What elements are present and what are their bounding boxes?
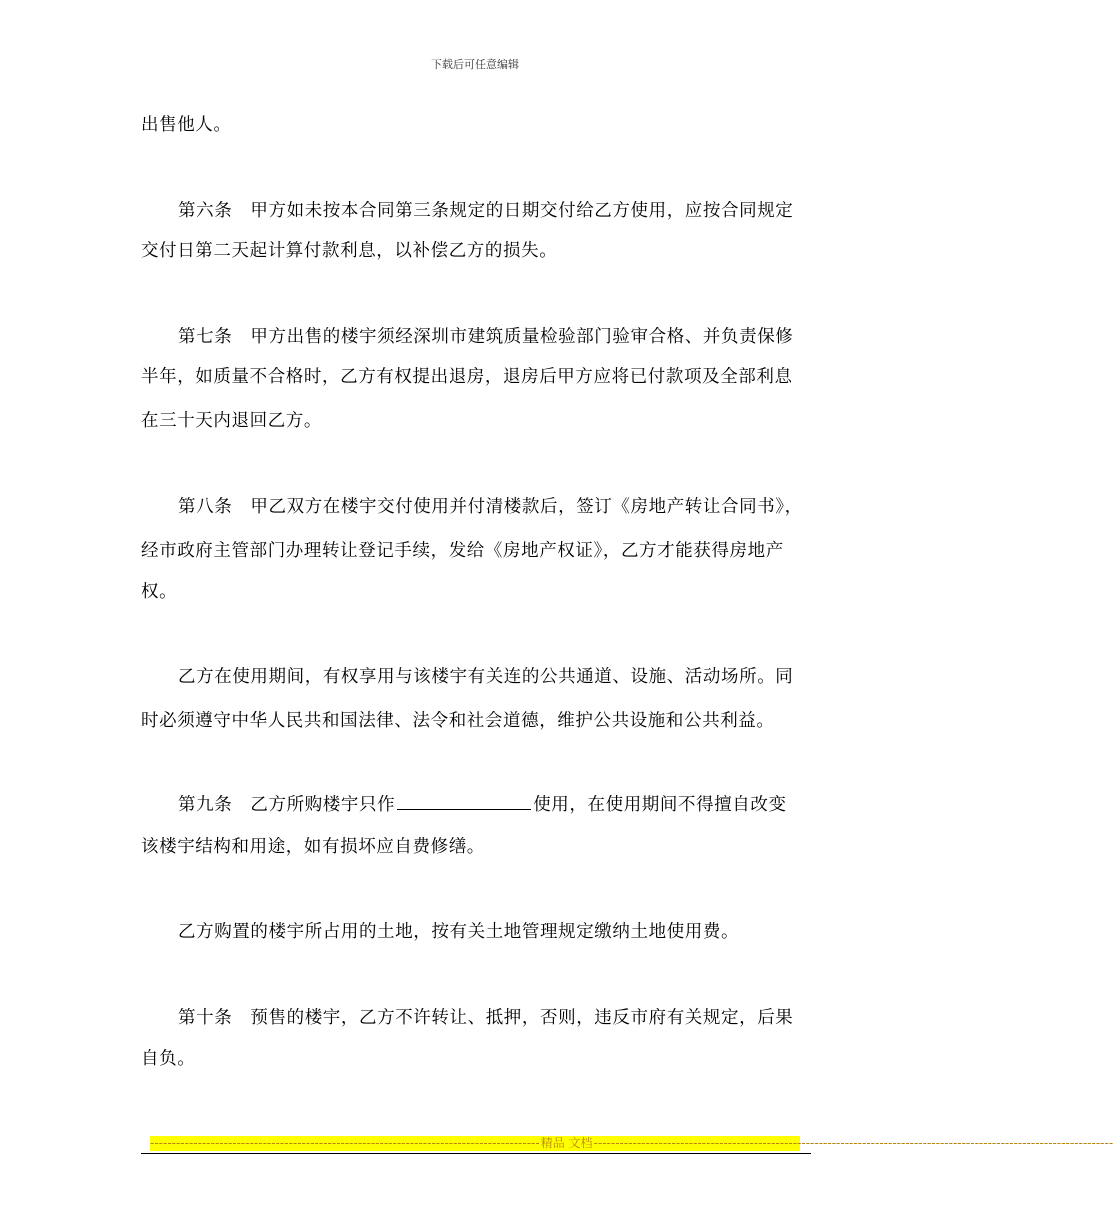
article-7-line-1: 第七条 甲方出售的楼宇须经深圳市建筑质量检验部门验审合格、并负责保修	[178, 327, 794, 347]
usage-paragraph-line-1: 乙方在使用期间，有权享用与该楼宇有关连的公共通道、设施、活动场所。同	[178, 667, 794, 687]
paragraph-line: 出售他人。	[141, 115, 232, 135]
usage-paragraph-line-2: 时必须遵守中华人民共和国法律、法令和社会道德，维护公共设施和公共利益。	[141, 711, 775, 731]
page-header: 下载后可任意编辑	[431, 58, 519, 71]
article-9-line-1	[178, 793, 787, 817]
footer-highlight-bar	[150, 1136, 1113, 1151]
usage-fill-blank[interactable]	[397, 793, 531, 810]
article-9-line-2: 该楼宇结构和用途，如有损坏应自费修缮。	[141, 837, 485, 857]
article-9-text-after-blank: 使用，在使用期间不得擅自改变	[533, 795, 787, 815]
article-8-line-3: 权。	[141, 582, 178, 602]
article-6-line-2: 交付日第二天起计算付款利息，以补偿乙方的损失。	[141, 241, 558, 261]
article-10-line-2: 自负。	[141, 1049, 196, 1069]
footer-rule	[141, 1153, 811, 1154]
article-6-line-1: 第六条 甲方如未按本合同第三条规定的日期交付给乙方使用，应按合同规定	[178, 201, 794, 221]
article-7-line-3: 在三十天内退回乙方。	[141, 411, 322, 431]
article-10-line-1: 第十条 预售的楼宇，乙方不许转让、抵押，否则，违反市府有关规定，后果	[178, 1008, 794, 1028]
footer-dashes-right: ------------------------------------------------------------------------------------------------------------------------	[593, 1136, 1113, 1150]
article-8-line-1: 第八条 甲乙双方在楼宇交付使用并付清楼款后，签订《房地产转让合同书》，	[178, 497, 803, 517]
footer-dashes-left: ------------------------------------------------------------------------------------------	[150, 1136, 540, 1150]
article-7-line-2: 半年，如质量不合格时，乙方有权提出退房，退房后甲方应将已付款项及全部利息	[141, 367, 793, 387]
land-fee-paragraph: 乙方购置的楼宇所占用的土地，按有关土地管理规定缴纳土地使用费。	[178, 922, 740, 942]
article-9-text-before-blank: 第九条 乙方所购楼宇只作	[178, 795, 396, 815]
footer-label: 精品 文档	[540, 1136, 593, 1150]
article-8-line-2: 经市政府主管部门办理转让登记手续，发给《房地产权证》，乙方才能获得房地产	[141, 541, 784, 561]
